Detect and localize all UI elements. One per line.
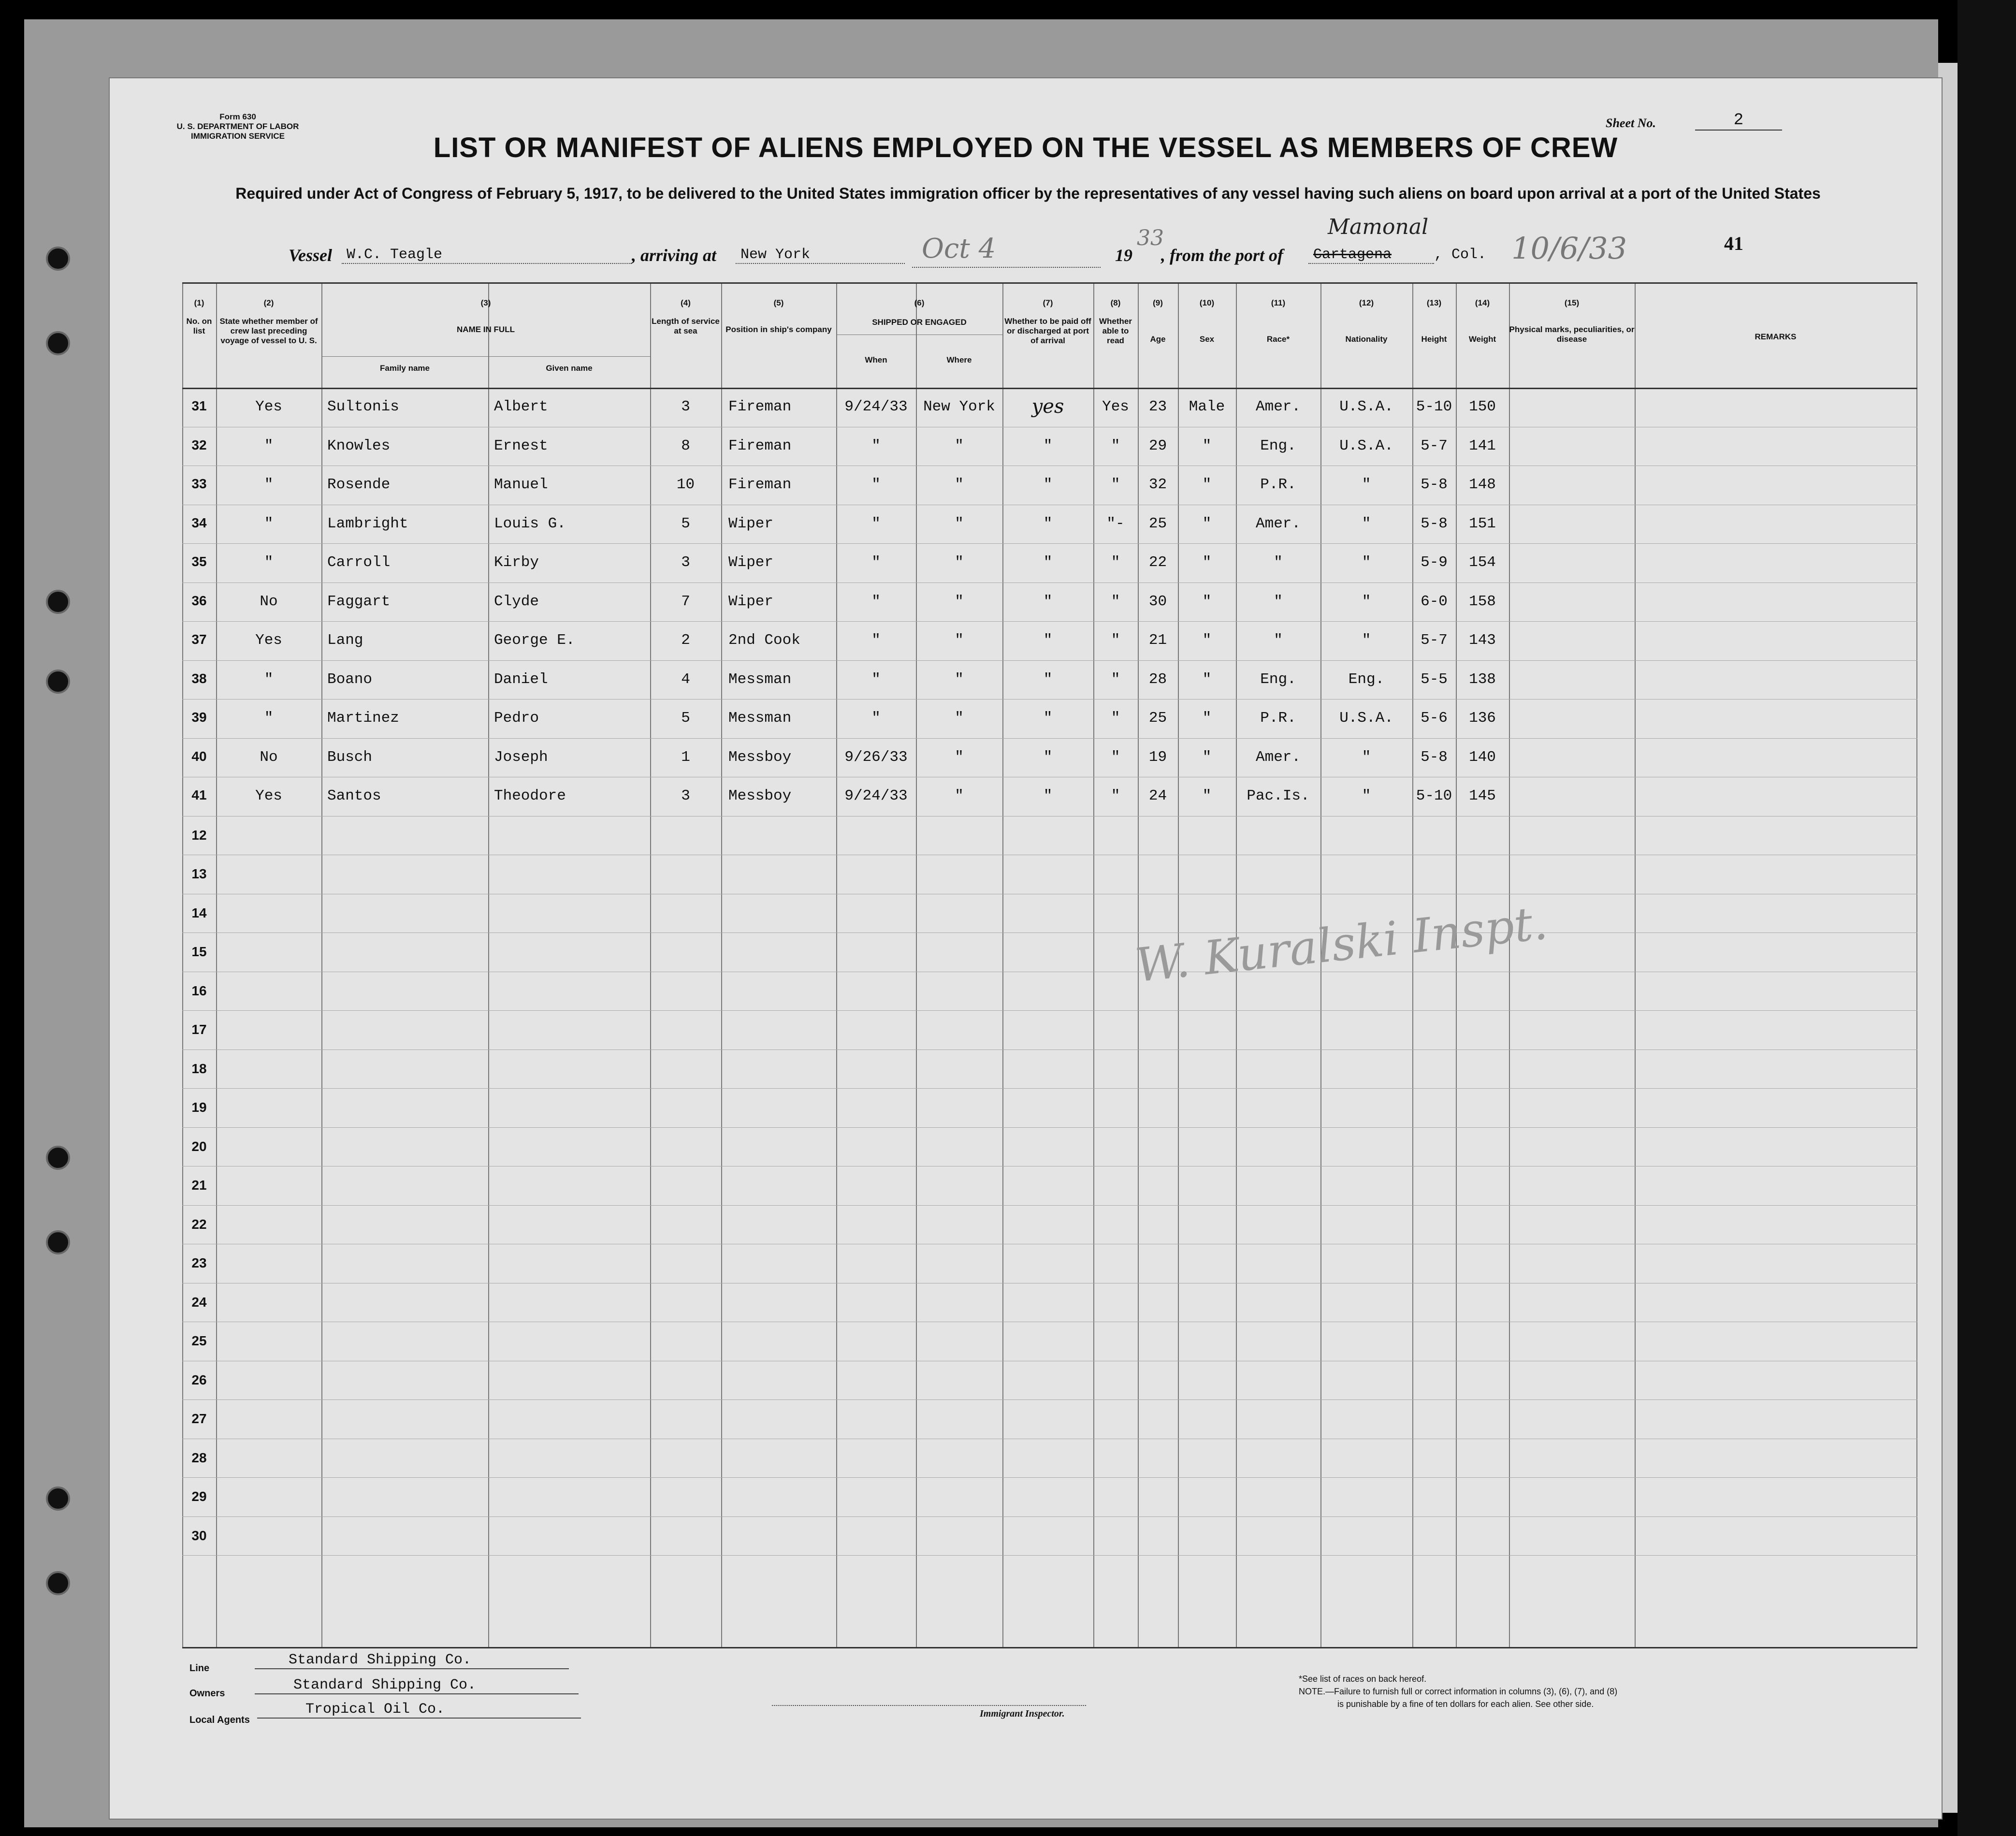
column-divider [721, 284, 722, 1647]
sheet-number: 2 [1695, 111, 1782, 131]
position-cell: Messboy [728, 748, 792, 766]
inspector-signature: W. Kuralski Inspt. [1132, 895, 1550, 993]
service-length-cell: 3 [681, 398, 690, 415]
empty-row-number: 12 [191, 827, 207, 843]
family-name-cell: Carroll [327, 554, 391, 571]
height-cell: 5-10 [1416, 787, 1452, 804]
able-to-read-cell: " [1111, 787, 1120, 804]
empty-row-number: 29 [191, 1489, 207, 1504]
binder-hole-icon [46, 1486, 70, 1511]
position-cell: Wiper [728, 554, 774, 571]
column-divider [1916, 284, 1917, 1647]
paid-off-cell: " [1043, 593, 1053, 610]
shipped-when-cell: " [871, 632, 881, 649]
able-to-read-cell: " [1111, 632, 1120, 649]
row-number: 39 [191, 710, 207, 725]
inspector-label: Immigrant Inspector. [980, 1708, 1065, 1719]
shipped-when-cell: " [871, 554, 881, 571]
row-number: 33 [191, 476, 207, 491]
race-cell: P.R. [1260, 476, 1296, 493]
where-header: Where [946, 355, 972, 364]
age-cell: 28 [1148, 670, 1167, 688]
arrival-date-handwritten: Oct 4 [922, 233, 996, 264]
service-length-cell: 3 [681, 554, 690, 571]
family-name-cell: Boano [327, 670, 373, 688]
race-cell: Eng. [1260, 437, 1296, 454]
column-divider [488, 284, 489, 1647]
able-to-read-cell: " [1111, 476, 1120, 493]
height-cell: 5-7 [1421, 632, 1448, 649]
col7-number: (7) [1043, 298, 1053, 307]
col14-header: Weight [1468, 335, 1496, 344]
empty-row-number: 21 [191, 1178, 207, 1193]
shipped-where-cell: " [955, 515, 964, 532]
col3-number: (3) [480, 298, 491, 307]
age-cell: 25 [1148, 515, 1167, 532]
row-divider [182, 738, 1917, 739]
nationality-cell: U.S.A. [1339, 710, 1393, 727]
paid-off-cell: " [1043, 670, 1053, 688]
race-cell: " [1274, 632, 1283, 649]
previous-voyage-cell: No [260, 593, 278, 610]
from-port-handwritten: Mamonal [1328, 215, 1429, 239]
height-cell: 5-8 [1421, 476, 1448, 493]
row-number: 40 [191, 748, 207, 764]
col5-header: Position in ship's company [725, 325, 832, 334]
col9-number: (9) [1153, 298, 1163, 307]
height-cell: 5-10 [1416, 398, 1452, 415]
shipped-when-cell: " [871, 437, 881, 454]
given-name-cell: Daniel [494, 670, 548, 688]
age-cell: 19 [1148, 748, 1167, 766]
page-subtitle: Required under Act of Congress of February 5, 1917, to be delivered to the United States immigration officer by the representatives of any vessel having such aliens on board upon arrival at a port of the United States [235, 185, 1821, 202]
col6-header: SHIPPED OR ENGAGED [872, 318, 967, 327]
col3-header: NAME IN FULL [457, 325, 515, 334]
shipped-where-cell: " [955, 437, 964, 454]
service-length-cell: 4 [681, 670, 690, 688]
manifest-page [109, 77, 1943, 1820]
col4-number: (4) [681, 298, 691, 307]
nationality-cell: " [1362, 476, 1371, 493]
col1-header: No. on list [186, 317, 212, 335]
owners-label: Owners [189, 1688, 225, 1699]
service-length-cell: 8 [681, 437, 690, 454]
weight-cell: 158 [1469, 593, 1496, 610]
col12-number: (12) [1359, 298, 1374, 307]
able-to-read-cell: " [1111, 670, 1120, 688]
previous-voyage-cell: Yes [255, 787, 282, 804]
shipped-where-cell: " [955, 593, 964, 610]
shipped-when-cell: " [871, 515, 881, 532]
empty-row-number: 27 [191, 1411, 207, 1426]
previous-voyage-cell: No [260, 748, 278, 766]
shipped-where-cell: " [955, 787, 964, 804]
previous-voyage-cell: " [264, 670, 274, 688]
given-name-cell: Ernest [494, 437, 548, 454]
col4-header: Length of service at sea [652, 317, 720, 335]
paid-off-cell: " [1043, 554, 1053, 571]
weight-cell: 141 [1469, 437, 1496, 454]
sheet-label: Sheet No. [1606, 116, 1656, 130]
paid-off-cell: " [1043, 748, 1053, 766]
sex-cell: " [1202, 437, 1212, 454]
family-name-header: Family name [380, 364, 430, 373]
able-to-read-cell: " [1111, 710, 1120, 727]
shipped-when-cell: " [871, 476, 881, 493]
binder-hole-icon [46, 670, 70, 694]
empty-row-number: 28 [191, 1450, 207, 1465]
given-name-cell: Joseph [494, 748, 548, 766]
position-cell: Fireman [728, 398, 792, 415]
previous-voyage-cell: " [264, 710, 274, 727]
able-to-read-cell: " [1111, 748, 1120, 766]
col13-number: (13) [1426, 298, 1442, 307]
weight-cell: 143 [1469, 632, 1496, 649]
year-handwritten: 33 [1137, 226, 1164, 250]
sex-cell: Male [1189, 398, 1225, 415]
family-name-cell: Rosende [327, 476, 391, 493]
given-name-header: Given name [546, 364, 593, 373]
col5-number: (5) [773, 298, 784, 307]
empty-row-number: 26 [191, 1372, 207, 1387]
weight-cell: 145 [1469, 787, 1496, 804]
height-cell: 5-5 [1421, 670, 1448, 688]
height-cell: 5-7 [1421, 437, 1448, 454]
col9-header: Age [1150, 335, 1166, 344]
column-divider [1509, 284, 1510, 1647]
shipped-where-cell: " [955, 632, 964, 649]
col2-header: State whether member of crew last preceding voyage of vessel to U. S. [219, 317, 318, 345]
shipped-when-cell: " [871, 593, 881, 610]
given-name-cell: Clyde [494, 593, 539, 610]
service-length-cell: 7 [681, 593, 690, 610]
shipped-when-cell: " [871, 710, 881, 727]
paid-off-cell: " [1043, 476, 1053, 493]
position-cell: Wiper [728, 515, 774, 532]
family-name-cell: Lambright [327, 515, 408, 532]
col8-number: (8) [1110, 298, 1121, 307]
row-number: 32 [191, 437, 207, 452]
given-name-cell: Theodore [494, 787, 566, 804]
owners-value: Standard Shipping Co. [255, 1677, 579, 1694]
col7-header: Whether to be paid off or discharged at port of arrival [1004, 317, 1091, 345]
race-cell: P.R. [1260, 710, 1296, 727]
arriving-label: , arriving at [632, 246, 717, 265]
name-subheader-line [321, 356, 650, 357]
sex-cell: " [1202, 670, 1212, 688]
col8-header: Whether able to read [1099, 317, 1132, 345]
row-divider [182, 1477, 1917, 1478]
row-divider [182, 1516, 1917, 1517]
able-to-read-cell: "- [1106, 515, 1125, 532]
family-name-cell: Knowles [327, 437, 391, 454]
vessel-name: W.C. Teagle [342, 247, 632, 264]
height-cell: 5-9 [1421, 554, 1448, 571]
able-to-read-cell: " [1111, 554, 1120, 571]
nationality-cell: " [1362, 593, 1371, 610]
age-cell: 23 [1148, 398, 1167, 415]
service-length-cell: 3 [681, 787, 690, 804]
header-divider [182, 388, 1917, 389]
previous-voyage-cell: " [264, 554, 274, 571]
col12-header: Nationality [1345, 335, 1388, 344]
row-number: 34 [191, 515, 207, 530]
empty-row-number: 20 [191, 1138, 207, 1154]
weight-cell: 136 [1469, 710, 1496, 727]
position-cell: Messman [728, 670, 792, 688]
nationality-cell: " [1362, 554, 1371, 571]
scan-border [1958, 0, 2016, 1836]
empty-row-number: 16 [191, 983, 207, 998]
given-name-cell: Manuel [494, 476, 548, 493]
paid-off-cell: " [1043, 710, 1053, 727]
shipped-where-cell: New York [923, 398, 995, 415]
height-cell: 5-6 [1421, 710, 1448, 727]
empty-row-number: 30 [191, 1528, 207, 1543]
age-cell: 32 [1148, 476, 1167, 493]
race-cell: Amer. [1255, 515, 1301, 532]
year-prefix: 19 [1115, 246, 1132, 265]
penalty-note: NOTE.—Failure to furnish full or correct information in columns (3), (6), (7), and (8) [1299, 1687, 1618, 1696]
remarks-header: REMARKS [1755, 332, 1797, 341]
empty-row-number: 13 [191, 866, 207, 881]
department-name: U. S. DEPARTMENT OF LABOR [176, 122, 299, 131]
given-name-cell: Pedro [494, 710, 539, 727]
col11-header: Race* [1266, 335, 1290, 344]
weight-cell: 148 [1469, 476, 1496, 493]
able-to-read-cell: " [1111, 437, 1120, 454]
date-note-handwritten: 10/6/33 [1511, 231, 1627, 266]
race-cell: Pac.Is. [1247, 787, 1310, 804]
col15-number: (15) [1564, 298, 1580, 307]
line-value: Standard Shipping Co. [255, 1652, 569, 1669]
shipped-when-cell: " [871, 670, 881, 688]
empty-row-number: 25 [191, 1333, 207, 1348]
weight-cell: 151 [1469, 515, 1496, 532]
shipped-where-cell: " [955, 670, 964, 688]
position-cell: 2nd Cook [728, 632, 800, 649]
form-number: Form 630 [219, 112, 256, 121]
race-cell: Amer. [1255, 398, 1301, 415]
service-length-cell: 10 [676, 476, 695, 493]
nationality-cell: " [1362, 787, 1371, 804]
row-number: 41 [191, 787, 207, 802]
family-name-cell: Faggart [327, 593, 391, 610]
height-cell: 6-0 [1421, 593, 1448, 610]
service-length-cell: 1 [681, 748, 690, 766]
line-label: Line [189, 1663, 210, 1674]
row-number: 35 [191, 554, 207, 569]
paid-off-cell: " [1043, 632, 1053, 649]
weight-cell: 138 [1469, 670, 1496, 688]
crew-manifest-table [182, 282, 1917, 1648]
given-name-cell: Albert [494, 398, 548, 415]
nationality-cell: " [1362, 632, 1371, 649]
race-cell: " [1274, 554, 1283, 571]
previous-voyage-cell: Yes [255, 398, 282, 415]
row-divider [182, 1010, 1917, 1011]
given-name-cell: George E. [494, 632, 575, 649]
col10-header: Sex [1199, 335, 1215, 344]
races-note: *See list of races on back hereof. [1299, 1674, 1427, 1684]
from-country: , Col. [1434, 247, 1487, 263]
vessel-label: Vessel [289, 246, 332, 265]
sex-cell: " [1202, 593, 1212, 610]
sex-cell: " [1202, 554, 1212, 571]
row-number: 37 [191, 632, 207, 647]
sex-cell: " [1202, 710, 1212, 727]
inspector-signature-line [772, 1705, 1086, 1706]
row-number: 36 [191, 593, 207, 608]
race-cell: Amer. [1255, 748, 1301, 766]
col10-number: (10) [1199, 298, 1215, 307]
date-underline [912, 267, 1101, 268]
col2-number: (2) [263, 298, 274, 307]
position-cell: Fireman [728, 437, 792, 454]
position-cell: Wiper [728, 593, 774, 610]
family-name-cell: Sultonis [327, 398, 399, 415]
row-number: 38 [191, 670, 207, 686]
when-header: When [865, 355, 887, 364]
row-divider [182, 1205, 1917, 1206]
local-agents-value: Tropical Oil Co. [257, 1701, 581, 1719]
service-length-cell: 5 [681, 515, 690, 532]
sex-cell: " [1202, 476, 1212, 493]
previous-voyage-cell: " [264, 437, 274, 454]
column-divider [1635, 284, 1636, 1647]
sex-cell: " [1202, 515, 1212, 532]
empty-row-number: 22 [191, 1216, 207, 1232]
age-cell: 25 [1148, 710, 1167, 727]
row-divider [182, 1049, 1917, 1050]
empty-row-number: 17 [191, 1022, 207, 1037]
given-name-cell: Kirby [494, 554, 539, 571]
age-cell: 30 [1148, 593, 1167, 610]
family-name-cell: Santos [327, 787, 381, 804]
page-number: 41 [1724, 233, 1743, 254]
from-port-label: , from the port of [1161, 246, 1284, 265]
age-cell: 29 [1148, 437, 1167, 454]
position-cell: Fireman [728, 476, 792, 493]
able-to-read-cell: Yes [1102, 398, 1129, 415]
service-length-cell: 2 [681, 632, 690, 649]
paid-off-cell: " [1043, 515, 1053, 532]
col14-number: (14) [1475, 298, 1490, 307]
age-cell: 22 [1148, 554, 1167, 571]
page-title: LIST OR MANIFEST OF ALIENS EMPLOYED ON THE VESSEL AS MEMBERS OF CREW [433, 132, 1618, 163]
height-cell: 5-8 [1421, 748, 1448, 766]
empty-row-number: 15 [191, 944, 207, 959]
family-name-cell: Busch [327, 748, 373, 766]
given-name-cell: Louis G. [494, 515, 566, 532]
col11-number: (11) [1271, 298, 1286, 307]
row-divider [182, 1088, 1917, 1089]
nationality-cell: U.S.A. [1339, 398, 1393, 415]
paid-off-cell: " [1043, 437, 1053, 454]
empty-row-number: 14 [191, 905, 207, 920]
previous-voyage-cell: Yes [255, 632, 282, 649]
column-divider [321, 284, 322, 1647]
position-cell: Messman [728, 710, 792, 727]
col1-number: (1) [194, 298, 204, 307]
row-divider [182, 1555, 1917, 1556]
shipped-where-cell: " [955, 554, 964, 571]
paid-off-cell: yes [1031, 395, 1064, 418]
shipped-where-cell: " [955, 476, 964, 493]
service-name: IMMIGRATION SERVICE [191, 131, 285, 141]
empty-row-number: 23 [191, 1255, 207, 1270]
age-cell: 24 [1148, 787, 1167, 804]
weight-cell: 150 [1469, 398, 1496, 415]
row-number: 31 [191, 398, 207, 413]
shipped-where-cell: " [955, 748, 964, 766]
binder-hole-icon [46, 590, 70, 614]
row-divider [182, 543, 1917, 544]
arriving-port: New York [736, 247, 905, 264]
penalty-note-cont: is punishable by a fine of ten dollars for each alien. See other side. [1337, 1699, 1594, 1709]
empty-row-number: 24 [191, 1294, 207, 1310]
family-name-cell: Martinez [327, 710, 399, 727]
empty-row-number: 19 [191, 1100, 207, 1115]
age-cell: 21 [1148, 632, 1167, 649]
binder-hole-icon [46, 1230, 70, 1254]
local-agents-label: Local Agents [189, 1715, 250, 1725]
nationality-cell: " [1362, 515, 1371, 532]
shipped-when-cell: 9/26/33 [844, 748, 908, 766]
nationality-cell: U.S.A. [1339, 437, 1393, 454]
binder-hole-icon [46, 331, 70, 355]
family-name-cell: Lang [327, 632, 363, 649]
row-divider [182, 621, 1917, 622]
position-cell: Messboy [728, 787, 792, 804]
height-cell: 5-8 [1421, 515, 1448, 532]
previous-voyage-cell: " [264, 476, 274, 493]
col13-header: Height [1421, 335, 1447, 344]
previous-voyage-cell: " [264, 515, 274, 532]
from-port-struck: Cartagena [1308, 247, 1434, 264]
row-divider [182, 1399, 1917, 1400]
col6-number: (6) [914, 298, 925, 307]
binder-hole-icon [46, 247, 70, 271]
sex-cell: " [1202, 632, 1212, 649]
nationality-cell: " [1362, 748, 1371, 766]
sex-cell: " [1202, 787, 1212, 804]
race-cell: Eng. [1260, 670, 1296, 688]
binder-hole-icon [46, 1146, 70, 1170]
nationality-cell: Eng. [1348, 670, 1385, 688]
service-length-cell: 5 [681, 710, 690, 727]
col15-header: Physical marks, peculiarities, or disease [1509, 325, 1635, 344]
binder-hole-icon [46, 1571, 70, 1595]
sex-cell: " [1202, 748, 1212, 766]
weight-cell: 154 [1469, 554, 1496, 571]
race-cell: " [1274, 593, 1283, 610]
row-divider [182, 1127, 1917, 1128]
paid-off-cell: " [1043, 787, 1053, 804]
shipped-when-cell: 9/24/33 [844, 398, 908, 415]
shipped-where-cell: " [955, 710, 964, 727]
row-divider [182, 660, 1917, 661]
shipped-when-cell: 9/24/33 [844, 787, 908, 804]
empty-row-number: 18 [191, 1061, 207, 1076]
able-to-read-cell: " [1111, 593, 1120, 610]
weight-cell: 140 [1469, 748, 1496, 766]
